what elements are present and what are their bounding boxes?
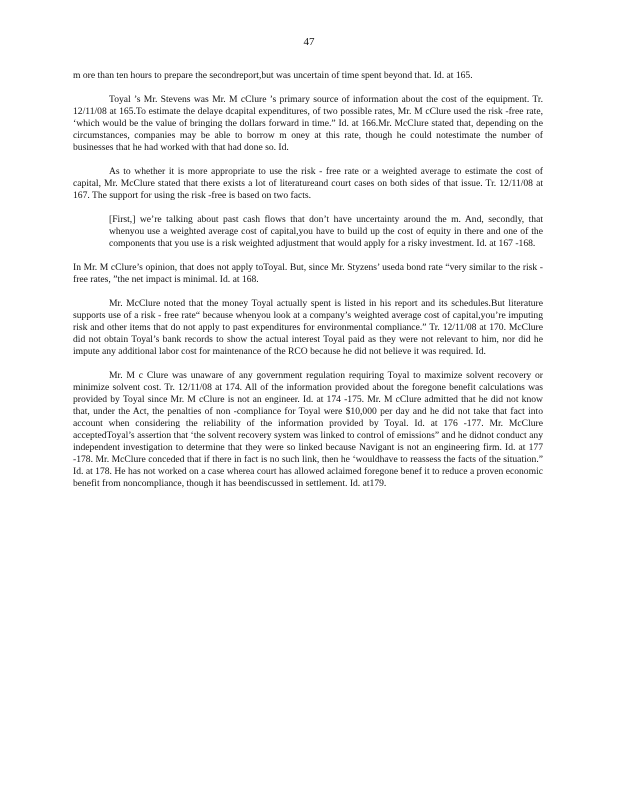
paragraph: As to whether it is more appropriate to use the risk - free rate or a weighted average to estimate the cost of capital, Mr. McClure stated that there exists a lot of literatureand court cases on both sides of that issue. Tr. 12/11/08 at 167. The support for using the risk -free is based on two facts. [73, 166, 543, 201]
paragraph: In Mr. M cClure’s opinion, that does not apply toToyal. But, since Mr. Styzens’ useda bond rate “very similar to the risk - free rates, ”the net impact is minimal. Id. at 168. [73, 262, 543, 285]
document-body [73, 70, 543, 502]
page-number: 47 [303, 36, 315, 48]
paragraph: Mr. M c Clure was unaware of any government regulation requiring Toyal to maximize solvent recovery or minimize solvent cost. Tr. 12/11/08 at 174. All of the information provided about the foregone benefit calculations was provided by Toyal since Mr. M cClure is not an engineer. Id. at 174 -175. Mr. M cClure admitted that he did not know that, under the Act, the penalties of non -compliance for Toyal were $10,000 per day and he did not take that fact into account when considering the reliability of the information provided by Toyal. Id. at 176 -177. Mr. McClure acceptedToyal’s assertion that ‘the solvent recovery system was linked to control of emissions” and he didnot conduct any independent investigation to determine that they were so linked because Navigant is not an engineering firm. Id. at 177 -178. Mr. McClure conceded that if there in fact is no such link, then he ‘wouldhave to reassess the facts of the situation.” Id. at 178. He has not worked on a case wherea court has allowed aclaimed foregone benef it to reduce a proven economic benefit from noncompliance, though it has beendiscussed in settlement. Id. at179. [73, 370, 543, 489]
block-quote: [First,] we’re talking about past cash flows that don’t have uncertainty around the m. And, secondly, that whenyou use a weighted average cost of capital,you have to build up the cost of equity in there and one of the components that you use is a risk weighted adjustment that would apply for a risky investment. Id. at 167 -168. [109, 214, 543, 249]
paragraph: m ore than ten hours to prepare the secondreport,but was uncertain of time spent beyond that. Id. at 165. [73, 70, 473, 81]
paragraph: Mr. McClure noted that the money Toyal actually spent is listed in his report and its schedules.But literature supports use of a risk - free rate“ because whenyou look at a company’s weighted average cost of capital,you’re imputing risk and other items that do not apply to past expenditures for environmental compliance.” Tr. 12/11/08 at 170. McClure did not obtain Toyal’s bank records to show the actual interest Toyal paid as they were not relevant to him, nor did he impute any additional labor cost for maintenance of the RCO because he did not believe it was required. Id. [73, 298, 543, 357]
paragraph: Toyal ’s Mr. Stevens was Mr. M cClure ’s primary source of information about the cost of the equipment. Tr. 12/11/08 at 165.To estimate the delaye dcapital expenditures, of two possible rates, Mr. M cClure used the risk -free rate, ‘which would be the value of bringing the dollars forward in time.” Id. at 166.Mr. McClure stated that, depending on the circumstances, companies may be able to borrow m oney at this rate, though he could notestimate the number of businesses that he had worked with that had done so. Id. [73, 94, 543, 153]
